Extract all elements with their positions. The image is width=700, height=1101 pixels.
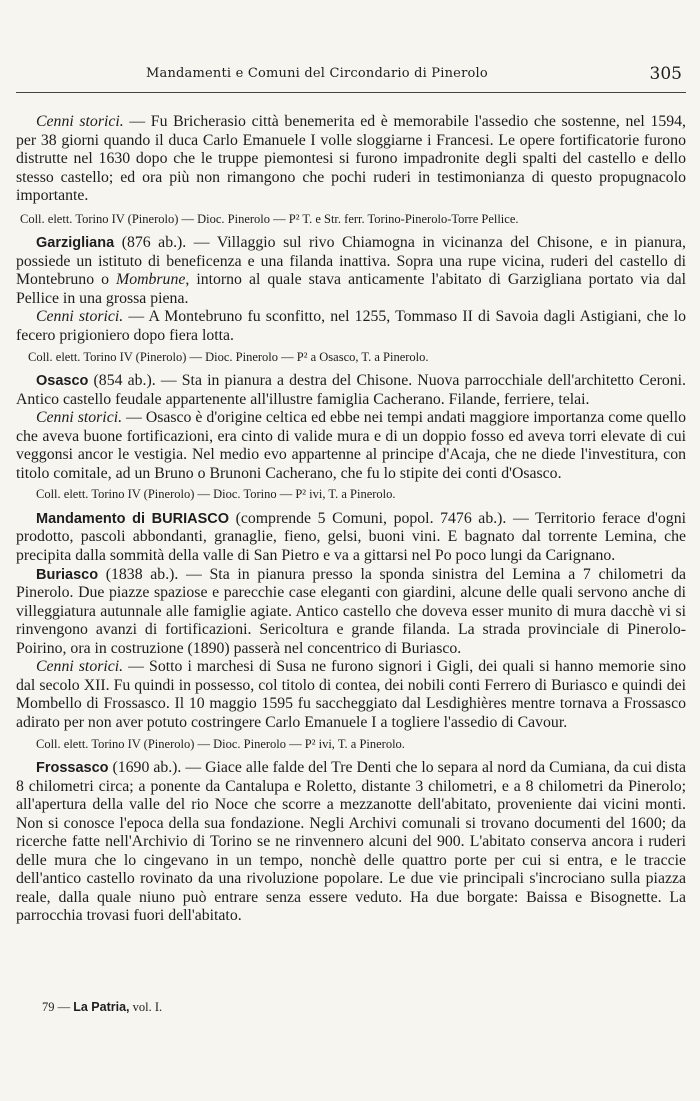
entry-name: Garzigliana	[36, 235, 115, 252]
header-rule	[16, 92, 686, 93]
history-text: — A Montebruno fu sconfitto, nel 1255, Tommaso II di Savoia dagli Astigiani, che lo fecero prigioniero dopo fiera lotta.	[16, 308, 686, 345]
running-header	[16, 64, 686, 88]
entry-name: Frossasco	[36, 760, 109, 777]
entry-text: (1838 ab.). — Sta in pianura presso la sponda sinistra del Lemina a 7 chilometri da Pinerolo. Due piazze spaziose e parecchie case eleganti con giardini, alcune delle quali servono anche di villeggiatura autunnale alle famiglie agiate. Antico castello che doveva esser munito di mura dacchè vi si rinvengono avanzi di fortificazioni. Sericoltura e grande filanda. La strada provinciale di Pinerolo-Poirino, ora in costruzione (1890) passerà nel concentrico di Buriasco.	[16, 565, 686, 657]
history-text: — Sotto i marchesi di Susa ne furono signori i Gigli, dei quali si hanno memorie sino dal secolo XII. Fu quindi in possesso, col titolo di contea, dei nobili conti Ferrero di Buriasco e quindi dei Mombello di Frossasco. Il 10 maggio 1595 fu saccheggiato dal Lesdighières mentre tornava a Frossasco adirato per non aver potuto costringere Carlo Emanuele I a togliere l'assedio di Cavour.	[16, 658, 686, 731]
page-body	[16, 113, 686, 926]
signature-footer	[42, 1000, 162, 1015]
history-label: Cenni storici.	[36, 113, 124, 130]
entry-name: Buriasco	[36, 566, 99, 583]
entry-name: Osasco	[36, 373, 89, 390]
history-text: — Fu Bricherasio città benemerita ed è memorabile l'assedio che sostenne, nel 1594, per 38 giorni quando il duca Carlo Emanuele I volle sloggiarne i Francesi. Le opere fortificatorie furono distrutte nel 1630 dopo che le truppe piemontesi si furono impadronite degli spalti del castello e dello stesso castello; ed ora più non rimangono che pochi ruderi in testimonianza di questo propugnacolo importante.	[16, 113, 686, 205]
entry-text: (876 ab.). — Villaggio sul rivo Chiamogna in vicinanza del Chisone, e in pianura, possiede un istituto di beneficenza e una filanda inattiva. Sopra una rupe vicina, ruderi del castello di Montebruno o	[16, 234, 686, 289]
garzigliana-history	[16, 308, 686, 345]
running-title: Mandamenti e Comuni del Circondario di Pinerolo	[146, 66, 488, 81]
history-label: Cenni storici.	[36, 409, 123, 427]
page-number: 305	[649, 64, 682, 84]
mandamento-entry	[16, 510, 686, 566]
bricherasio-collegio: Coll. elett. Torino IV (Pinerolo) — Dioc. Pinerolo — P² T. e Str. ferr. Torino-Pinerolo-Torre Pellice.	[20, 211, 519, 226]
buriasco-entry	[16, 566, 686, 659]
osasco-history	[16, 409, 686, 483]
bricherasio-history	[16, 113, 686, 206]
history-label: Cenni storici.	[36, 658, 124, 676]
work-title: La Patria,	[73, 1000, 130, 1014]
entry-text-continued: , intorno al quale stava anticamente l'abitato di Garzigliana portato via dal Pellice in una grossa piena.	[16, 271, 686, 307]
mandamento-name: Mandamento di BURIASCO	[36, 510, 229, 527]
buriasco-collegio: Coll. elett. Torino IV (Pinerolo) — Dioc. Pinerolo — P² ivi, T. a Pinerolo.	[36, 736, 405, 751]
entry-text: (854 ab.). — Sta in pianura a destra del Chisone. Nuova parrocchiale dell'architetto Ceroni. Antico castello feudale appartenente all'illustre famiglia Cacherano. Filande, ferriere, telai.	[16, 372, 686, 408]
history-text: — Osasco è d'origine celtica ed ebbe nei tempi andati maggiore importanza come quello che aveva buone fortificazioni, era cinto di valide mura e di un doppio fosso ed aveva torri elevate di cui veggonsi ancor le vestigia. Nel medio evo appartenne al principe d'Acaja, che ne diede l'investitura, con titolo comitale, ad un Bruno o Brunoni Cacherano, che fu lo stipite dei conti d'Osasco.	[16, 409, 686, 482]
osasco-entry	[16, 372, 686, 409]
signature-mark: 79 —	[42, 1000, 71, 1014]
garzigliana-collegio: Coll. elett. Torino IV (Pinerolo) — Dioc. Pinerolo — P² a Osasco, T. a Pinerolo.	[28, 349, 429, 364]
osasco-collegio: Coll. elett. Torino IV (Pinerolo) — Dioc. Torino — P² ivi, T. a Pinerolo.	[36, 487, 396, 502]
frossasco-entry	[16, 759, 686, 926]
garzigliana-entry	[16, 234, 686, 308]
entry-italic: Mombrune	[116, 271, 186, 289]
buriasco-history	[16, 658, 686, 732]
volume-label: vol. I.	[132, 1000, 163, 1014]
entry-text: (1690 ab.). — Giace alle falde del Tre Denti che lo separa al nord da Cumiana, da cui dista 8 chilometri circa; a ponente da Cantalupa e Roletto, distante 3 chilometri, e a 8 chilometri da Pinerolo; all'apertura della valle del rio Noce che scorre a mezzanotte dell'abitato, proveniente dai vicini monti. Non si conosce l'epoca della sua fondazione. Negli Archivi comunali si trovano documenti del 1600; da ricerche fatte nell'Archivio di Torino se ne rinvennero alcuni del 900. L'abitato conserva ancora i ruderi delle mura che lo cingevano in un tempo, nonchè delle quattro porte per cui si entra, e le traccie dell'antico castello rovinato da una rivoluzione popolare. Le due vie principali s'incrociano sulla piazza reale, dalla quale niuno può entrare senza essere veduto. Ha due borgate: Baissa e Bisognette. La parrocchia trovasi fuori dell'abitato.	[16, 759, 686, 925]
history-label: Cenni storici.	[36, 308, 124, 326]
mandamento-text: (comprende 5 Comuni, popol. 7476 ab.). — Territorio ferace d'ogni prodotto, pascoli abbondanti, granaglie, fieno, gelsi, buoni vini. E bagnato dal torrente Lemina, che precipita dalla sommità della valle di San Pietro e va a gittarsi nel Po poco lungi da Carignano.	[16, 509, 686, 565]
